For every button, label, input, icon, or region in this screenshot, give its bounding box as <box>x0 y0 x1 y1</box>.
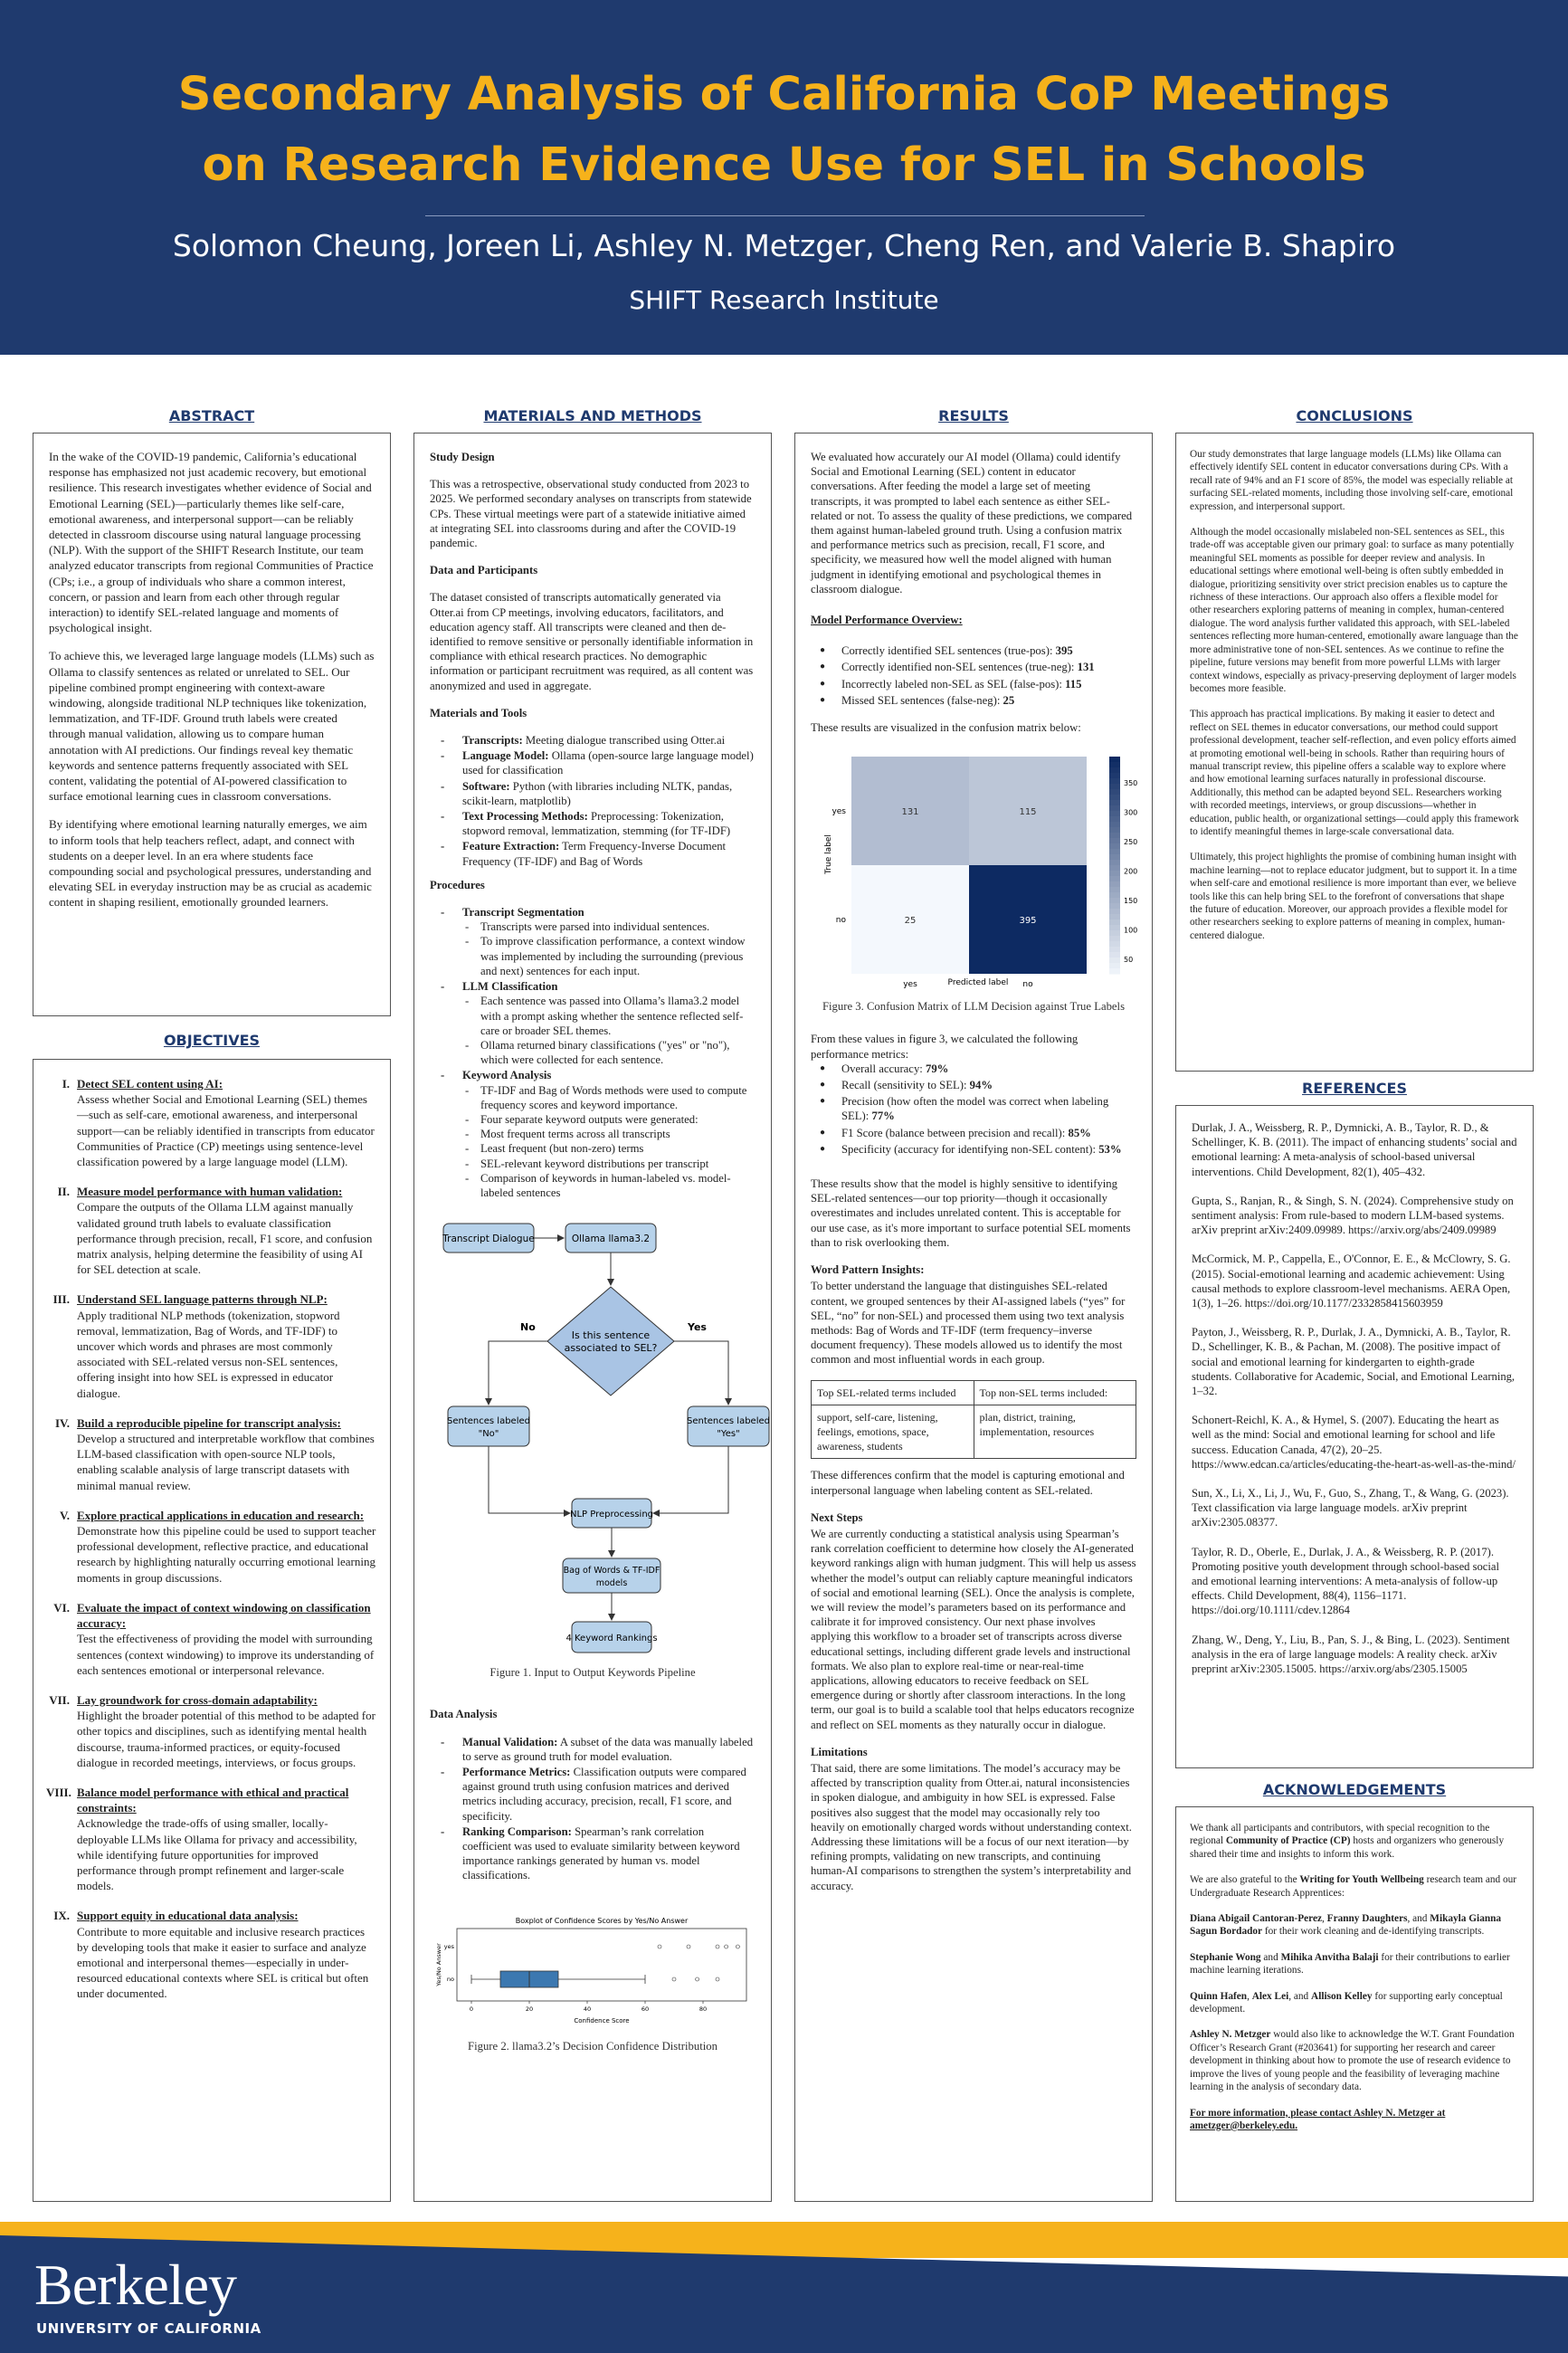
objective-text: Demonstrate how this pipeline could be used to support teacher professional development, reflective practice, and educational research by highlighting naturally occurring emotional learning moments in group discussions. <box>77 1524 376 1585</box>
cm-colorbar-segment <box>1109 784 1120 790</box>
cm-colorbar-segment <box>1109 952 1120 958</box>
cm-colorbar-tick: 150 <box>1124 897 1138 906</box>
list-item <box>430 1735 755 1764</box>
conclusions-p2: Although the model occasionally mislabeled non-SEL sentences as SEL, this trade-off was acceptable given our primary goal: to surface as many potentially meaningful SEL moments as possible for deeper review and analysis. In educational settings where emotional well-being is often subtly embedded in dialogue, prioritizing sensitivity over strict precision enables us to capture the richness of these interactions. Our approach also offers a flexible model for other researchers exploring patterns of meaning in complex, human-centered dialogue. The word analysis further validated this approach, with SEL-labeled sentences reflecting more human-centered, emotionally aware language than the more administrative tone of non-SEL sentences. As we continue to refine the pipeline, future versions may benefit from more powerful LLMs with larger context windows, especially as privacy-preserving deployment of larger models becomes more feasible. <box>1190 527 1518 694</box>
references-heading: REFERENCES <box>1302 1080 1407 1097</box>
objective-text: Apply traditional NLP methods (tokenization, stopword removal, lemmatization, Bag of Words, and TF-IDF) to uncover which words and phrases are most commonly associated with SEL-related versus non-SEL sentences, offering insight into how SEL is expressed in educator dialogue. <box>77 1308 340 1400</box>
acknowledgements-heading: ACKNOWLEDGEMENTS <box>1262 1781 1447 1798</box>
procedure-substep: - Most frequent terms across all transcripts <box>462 1127 755 1141</box>
cm-colorbar-tick: 100 <box>1124 926 1138 935</box>
metrics-intro: From these values in figure 3, we calculated the following performance metrics: <box>811 1033 1079 1061</box>
acknowledgements-box <box>1175 1806 1534 2202</box>
analysis-list <box>430 1735 755 1883</box>
cm-colorbar-segment <box>1109 827 1120 834</box>
objective-item <box>46 1291 377 1400</box>
title-line-1: Secondary Analysis of California CoP Meetings <box>177 68 1391 121</box>
keyword-table-cell-sel: support, self-care, listening, feelings, emotions, space, awareness, students <box>812 1405 974 1459</box>
cm-cell-value: 25 <box>904 916 917 927</box>
metric-value: 79% <box>925 1062 949 1075</box>
svg-text:4 Keyword Rankings: 4 Keyword Rankings <box>565 1634 658 1644</box>
procedure-substeps <box>462 994 755 1067</box>
list-item-text: Meeting dialogue transcribed using Otter.ai <box>522 734 726 748</box>
results-box <box>794 433 1153 2202</box>
cm-colorbar-segment <box>1109 909 1120 915</box>
boxplot-frame <box>457 1929 746 2001</box>
boxplot-x-tick: 60 <box>641 2005 650 2013</box>
boxplot-outlier <box>658 1945 661 1948</box>
cm-colorbar-segment <box>1109 919 1120 926</box>
objective-title: Measure model performance with human validation: <box>77 1185 343 1199</box>
boxplot-xlabel: Confidence Score <box>574 2016 630 2024</box>
boxplot-outlier <box>725 1945 728 1948</box>
next-steps-title: Next Steps <box>811 1510 863 1524</box>
objective-item <box>46 1600 377 1678</box>
svg-text:Bag of Words & TF-IDF: Bag of Words & TF-IDF <box>563 1566 660 1577</box>
cm-colorbar-segment <box>1109 795 1120 801</box>
conclusions-p4: Ultimately, this project highlights the promise of combining human insight with machine learning—not to replace educator judgment, but to support it. In a time when self-care and emotional resilience is more important than ever, we believe tools like this can help bring SEL to the forefront of conversations that shape the future of education. Moreover, our approach provides a flexible model for other researchers seeking to explore patterns of meaning in complex, human-centered dialogue. <box>1190 852 1517 941</box>
berkeley-logo-subtitle: UNIVERSITY OF CALIFORNIA <box>36 2320 261 2337</box>
references-box <box>1175 1105 1534 1768</box>
abstract-p1: In the wake of the COVID-19 pandemic, California’s educational response has emphasized not just academic recovery, but emotional resilience. This research investigates whether evidence of Social and Emotional Learning (SEL)—particularly themes like self-care, emotional awareness, and interpersonal support—can be reliably detected in classroom discourse using natural language processing (NLP). With the support of the SHIFT Research Institute, our team analyzed educator transcripts from regional Communities of Practice (CPs; i.e., a group of individuals who share a common interest, concern, or passion and learn from each other through regular interaction) to identify SEL-related language and moments of psychological insight. <box>49 450 374 635</box>
metric-item <box>811 1126 1136 1140</box>
svg-text:Sentences labeled: Sentences labeled <box>687 1416 770 1427</box>
metric-text: F1 Score (balance between precision and recall): <box>841 1126 1069 1139</box>
study-design-text: This was a retrospective, observational study conducted from 2023 to 2025. We performed secondary analyses on transcripts from statewide CPs. These virtual meetings were part of a statewide initiative aimed at integrating SEL into classrooms during and after the COVID-19 pandemic. <box>430 478 752 550</box>
objective-title: Evaluate the impact of context windowing on classification accuracy: <box>77 1600 371 1631</box>
cm-y-tick: no <box>835 916 846 926</box>
authors: Solomon Cheung, Joreen Li, Ashley N. Metzger, Cheng Ren, and Valerie B. Shapiro <box>172 228 1396 263</box>
cm-cell-value: 115 <box>1019 807 1037 818</box>
confidence-boxplot <box>430 1914 755 2032</box>
cm-xlabel: Predicted label <box>947 978 1009 988</box>
cm-colorbar-segment <box>1109 887 1120 893</box>
cm-y-tick: yes <box>832 807 846 817</box>
boxplot-outlier <box>696 1977 699 1981</box>
cm-colorbar-segment <box>1109 757 1120 763</box>
cm-colorbar-tick: 300 <box>1124 808 1138 817</box>
objective-text: Assess whether Social and Emotional Learning (SEL) themes—such as self-care, emotional awareness, and interpersonal support—can be reliably identified in transcripts from educator Communities of Practice (CP) meetings using sentence-level classification powered by a large language model (LLM). <box>77 1092 375 1169</box>
ack-p4: Stephanie Wong and Mihika Anvitha Balaji for their contributions to earlier machine learning iterations. <box>1190 1951 1510 1977</box>
cm-cell-value: 395 <box>1019 916 1037 927</box>
objectives-box <box>33 1059 391 2202</box>
boxplot-outlier <box>716 1945 719 1948</box>
cm-colorbar-segment <box>1109 914 1120 920</box>
cm-colorbar-segment <box>1109 854 1120 861</box>
list-item <box>430 779 755 808</box>
boxplot-ylabel: Yes/No Answer <box>435 1942 442 1986</box>
limitations-text: That said, there are some limitations. The model’s accuracy may be affected by transcription quality from Otter.ai, natural inconsistencies in spoken dialogue, and ambiguity in how SEL is expressed. False positives also suggest that the model may occasionally rely too heavily on emotionally charged words without understanding context. Addressing these limitations will be a focus of our next iteration—by refining prompts, validating on new transcripts, and continuing human-AI comparisons to strengthen the system’s interpretability and accuracy. <box>811 1761 1132 1892</box>
cm-colorbar-segment <box>1109 838 1120 844</box>
flow-llama-node <box>565 1224 656 1253</box>
reference-item: Durlak, J. A., Weissberg, R. P., Dymnicki, A. B., Taylor, R. D., & Schellinger, K. B. (2011). The impact of enhancing students’ social and emotional learning: A meta‐analysis of school‐based universal interventions. Child Development, 82(1), 405–432. <box>1192 1121 1517 1178</box>
boxplot-y-tick: yes <box>443 1942 454 1950</box>
figure-2-caption: Figure 2. llama3.2’s Decision Confidence Distribution <box>468 2039 717 2053</box>
list-item <box>430 1824 755 1883</box>
objective-text: Highlight the broader potential of this method to be adapted for other topics and disciplines, such as identifying mental health discourse, trauma-informed practices, or equity-focused dialogue in recorded meetings, interviews, or focus groups. <box>77 1709 375 1769</box>
svg-text:"No": "No" <box>478 1429 499 1440</box>
procedure-substep: - Transcripts were parsed into individual sentences. <box>462 919 755 934</box>
reference-item: Payton, J., Weissberg, R. P., Durlak, J. A., Dymnicki, A. B., Taylor, R. D., Schellinger, K. B., & Pachan, M. (2008). The positive impact of social and emotional learning for kindergarten to eighth-grade students. Collaborative for Academic, Social, and Emotional Learning, 1–32. <box>1192 1326 1516 1398</box>
list-item-text: Python (with libraries including NLTK, pandas, scikit-learn, matplotlib) <box>462 779 733 807</box>
list-item-text: A subset of the data was manually labeled to serve as ground truth for model evaluation. <box>462 1735 754 1763</box>
boxplot-x-tick: 80 <box>698 2005 708 2013</box>
cm-colorbar-segment <box>1109 767 1120 774</box>
flow-label-no-node <box>447 1406 530 1446</box>
conclusions-p3: This approach has practical implications. By making it easier to detect and reflect on SEL themes in educator conversations, our method could support professional development, teacher self-reflection, and even policy efforts aimed at promoting emotional well-being in schools. Rather than requiring hours of manual transcript review, this pipeline offers a scalable way to explore where and how emotional learning surfaces naturally in professional discourse. Additionally, this method can be adapted beyond SEL. Researchers working with recorded meetings, interviews, or group discussions—whether in education, public health, or organizational settings—could apply this framework to identify meaningful themes in large-scale conversational data. <box>1190 709 1519 837</box>
cm-colorbar-segment <box>1109 843 1120 850</box>
metric-text: Precision (how often the model was correct when labeling SEL): <box>841 1095 1109 1123</box>
metric-text: Recall (sensitivity to SEL): <box>841 1079 970 1092</box>
poster-title <box>0 60 1568 201</box>
svg-text:associated to SEL?: associated to SEL? <box>564 1342 658 1355</box>
list-item-text: Ollama (open-source large language model) used for classification <box>462 749 754 777</box>
overview-title: Model Performance Overview: <box>811 614 963 627</box>
cm-colorbar-segment <box>1109 936 1120 942</box>
cm-colorbar-segment <box>1109 968 1120 975</box>
objective-title: Balance model performance with ethical and practical constraints: <box>77 1785 349 1815</box>
list-item-label: Feature Extraction: <box>462 840 560 853</box>
conclusions-box <box>1175 433 1534 1072</box>
cm-ylabel: True label <box>824 834 833 875</box>
metrics-list <box>811 1062 1136 1157</box>
metric-value: 395 <box>1055 644 1073 658</box>
list-item-label: Manual Validation: <box>462 1735 558 1748</box>
list-item-label: Software: <box>462 779 510 793</box>
metric-value: 94% <box>969 1079 993 1092</box>
overview-list <box>811 643 1136 708</box>
objective-item <box>46 1415 377 1493</box>
objective-text: Acknowledge the trade-offs of using smaller, locally-deployable LLMs like Ollama for privacy and accessibility, while identifying future opportunities for improved performance through prompt refinement and larger-scale models. <box>77 1816 357 1893</box>
flow-arrow-merge-no <box>489 1446 570 1513</box>
keyword-table-header-nonsel: Top non-SEL terms included: <box>974 1380 1136 1405</box>
list-item-text: Classification outputs were compared against ground truth using confusion matrices and derived metrics including accuracy, precision, recall, F1 score, and specificity. <box>462 1765 746 1823</box>
title-divider <box>425 215 1145 216</box>
objective-title: Lay groundwork for cross-domain adaptability: <box>77 1692 318 1707</box>
abstract-heading: ABSTRACT <box>168 407 255 424</box>
boxplot-outlier <box>736 1945 739 1948</box>
cm-colorbar-segment <box>1109 822 1120 828</box>
ack-p1: We thank all participants and contributors, with special recognition to the regional Community of Practice (CP) hosts and organizers who generously shared their time and insights to inform this work. <box>1190 1823 1505 1860</box>
methods-box <box>413 433 772 2202</box>
keyword-table-header-sel: Top SEL-related terms included <box>812 1380 974 1405</box>
conclusions-heading: CONCLUSIONS <box>1296 407 1413 424</box>
objective-item <box>46 1908 377 2001</box>
objective-text: Contribute to more equitable and inclusive research practices by developing tools that make it easier to surface and analyze emotional and interpersonal themes—especially in under-resourced educational contexts where SEL is critical but often under documented. <box>77 1924 369 2001</box>
metric-value: 77% <box>871 1110 895 1123</box>
cm-colorbar-segment <box>1109 816 1120 823</box>
metric-item <box>811 1062 1136 1076</box>
results-heading: RESULTS <box>938 407 1009 424</box>
metric-item <box>811 1078 1136 1092</box>
metric-item <box>811 1142 1136 1157</box>
ack-p6: Ashley N. Metzger would also like to acknowledge the W.T. Grant Foundation Officer’s Research Grant (#203641) for supporting her research and career development in thinking about how to promote the use of research evidence to improve the lives of young people and the feasibility of leveraging machine learning in the analysis of secondary data. <box>1190 2029 1515 2093</box>
procedure-label: LLM Classification <box>462 980 558 994</box>
tools-title: Materials and Tools <box>430 706 527 719</box>
flow-yes-label: Yes <box>688 1321 707 1334</box>
flow-arrow-yes <box>674 1341 728 1405</box>
objective-number: VIII. <box>46 1785 71 1799</box>
metric-text: Overall accuracy: <box>841 1062 926 1075</box>
boxplot-x-tick: 20 <box>525 2005 534 2013</box>
objective-item <box>46 1785 377 1893</box>
abstract-p2: To achieve this, we leveraged large language models (LLMs) such as Ollama to classify sentences as related or unrelated to SEL. Our pipeline combined prompt engineering with context-aware windowing, alongside traditional NLP techniques like tokenization, lemmatization, and TF-IDF. Ground truth labels were created through manual validation, allowing us to compare human annotation with AI predictions. Our findings reveal key thematic keywords and sentence patterns frequently associated with SEL content, validating the potential of AI-powered classification to surface emotional learning cues in classroom conversations. <box>49 649 375 804</box>
cm-colorbar-segment <box>1109 778 1120 785</box>
objective-text: Develop a structured and interpretable workflow that combines LLM-based classification with open-source NLP tools, enabling scalable analysis of large transcript datasets with minimal manual review. <box>77 1432 375 1492</box>
cm-colorbar-tick: 200 <box>1124 867 1138 876</box>
svg-text:Ollama llama3.2: Ollama llama3.2 <box>571 1234 651 1245</box>
metric-text: Correctly identified non-SEL sentences (true-neg): <box>841 661 1078 674</box>
metrics-summary: These results show that the model is highly sensitive to identifying SEL-related sentences—our top priority—though it occasionally overestimates and includes unrelated content. This is acceptable for our use case, as it's more important to surface potential SEL moments than to risk overlooking them. <box>811 1177 1131 1249</box>
conclusions-p1: Our study demonstrates that large language models (LLMs) like Ollama can effectively identify SEL content in educator conversations during CPs. With a recall rate of 94% and an F1 score of 85%, the model was especially reliable at surfacing SEL-related moments, including those involving self-care, emotional expression, and interpersonal support. <box>1190 449 1514 512</box>
metric-item <box>811 643 1136 658</box>
metric-item <box>811 693 1136 708</box>
flow-transcript-node <box>442 1224 534 1253</box>
procedures-list <box>430 905 755 1200</box>
objective-number: V. <box>60 1508 70 1522</box>
cm-colorbar-segment <box>1109 860 1120 866</box>
procedure-label: Keyword Analysis <box>462 1069 552 1082</box>
boxplot-title: Boxplot of Confidence Scores by Yes/No Answer <box>515 1916 689 1925</box>
procedure-substep: - TF-IDF and Bag of Words methods were used to compute frequency scores and keyword importance. <box>462 1083 755 1112</box>
list-item-text: Spearman’s rank correlation coefficient was used to evaluate similarity between keyword importance rankings generated by human vs. model classifications. <box>462 1824 740 1882</box>
cm-colorbar-segment <box>1109 941 1120 948</box>
cm-colorbar-segment <box>1109 811 1120 817</box>
ack-p5: Quinn Hafen, Alex Lei, and Allison Kelley for supporting early conceptual development. <box>1190 1990 1503 2015</box>
cm-colorbar-segment <box>1109 805 1120 812</box>
word-pattern-summary: These differences confirm that the model is capturing emotional and interpersonal language when labeling content as SEL-related. <box>811 1469 1125 1497</box>
svg-text:"Yes": "Yes" <box>717 1429 740 1440</box>
analysis-title: Data Analysis <box>430 1708 498 1721</box>
objective-number: I. <box>62 1077 70 1091</box>
next-steps-text: We are currently conducting a statistical analysis using Spearman’s rank correlation coefficient to determine how closely the AI-generated keyword rankings align with human judgment. This will help us assess whether the model’s output can reliably capture meaningful indicators of social and emotional learning (SEL). Once the analysis is complete, we will review the model’s parameters based on its performance and calibrate it for improved consistency. Our next phase involves applying this workflow to a broader set of transcripts across diverse educational settings, including different grade levels and instructional formats. We also plan to explore real-time or near-real-time applications, allowing educators to receive feedback on SEL emergence during or shortly after classroom interactions. In the long term, our goal is to build a scalable tool that helps educators recognize and reflect on SEL moments as they naturally occur in dialogue. <box>811 1527 1136 1731</box>
ack-p2: We are also grateful to the Writing for Youth Wellbeing research team and our Undergraduate Research Apprentices: <box>1190 1874 1517 1899</box>
ack-contact: For more information, please contact Ashley N. Metzger at ametzger@berkeley.edu. <box>1190 2107 1446 2131</box>
objective-title: Understand SEL language patterns through NLP: <box>77 1292 328 1307</box>
list-item-label: Performance Metrics: <box>462 1765 571 1778</box>
objective-number: II. <box>57 1185 70 1199</box>
reference-item: Sun, X., Li, X., Li, J., Wu, F., Guo, S., Zhang, T., & Wang, G. (2023). Text classification via large language models. arXiv preprint arXiv:2305.08377. <box>1192 1487 1509 1529</box>
svg-text:models: models <box>595 1578 628 1589</box>
cm-x-tick: no <box>1022 980 1033 990</box>
reference-item: McCormick, M. P., Cappella, E., O'Connor, E. E., & McClowry, S. G. (2015). Social-emotional learning and academic achievement: Using causal methods to explore classroom-level mechanisms. AERA Open, 1(3), 1–26. https://doi.org/10.1177/2332858415603959 <box>1192 1253 1511 1310</box>
svg-text:Is this sentence: Is this sentence <box>571 1329 651 1342</box>
metric-value: 131 <box>1077 661 1095 674</box>
objective-title: Explore practical applications in education and research: <box>77 1508 365 1522</box>
metric-item <box>811 677 1136 691</box>
boxplot-y-tick: no <box>446 1975 454 1983</box>
cm-colorbar-segment <box>1109 773 1120 779</box>
keyword-table-cell-nonsel: plan, district, training, implementation, resources <box>974 1405 1136 1459</box>
cm-cell-value: 131 <box>901 807 919 818</box>
word-pattern-text: To better understand the language that distinguishes SEL-related content, we grouped sentences by their AI-assigned labels (“yes” for SEL, “no” for non-SEL) and processed them using two text analysis methods: Bag of Words and TF-IDF (term frequency–inverse document frequency). These models allowed us to identify the most common and most influential words in each group. <box>811 1280 1126 1367</box>
data-participants-title: Data and Participants <box>430 564 538 577</box>
cm-colorbar-segment <box>1109 892 1120 899</box>
list-item <box>430 733 755 748</box>
reference-item: Zhang, W., Deng, Y., Liu, B., Pan, S. J., & Bing, L. (2023). Sentiment analysis in the era of large language models: A reality check. arXiv preprint arXiv:2305.15005. https://arxiv.org/abs/2305.15005 <box>1192 1633 1510 1676</box>
study-design-title: Study Design <box>430 451 495 463</box>
cm-colorbar-segment <box>1109 957 1120 964</box>
flow-no-label: No <box>520 1321 536 1334</box>
objective-number: VI. <box>53 1600 70 1615</box>
objective-title: Support equity in educational data analysis: <box>77 1909 299 1923</box>
procedure-substeps <box>462 919 755 978</box>
cm-colorbar-segment <box>1109 762 1120 768</box>
procedure-item <box>430 979 755 1067</box>
reference-item: Taylor, R. D., Oberle, E., Durlak, J. A., & Weissberg, R. P. (2017). Promoting positive youth development through school-based social and emotional learning interventions: A meta-analysis of follow-up effects. Child Development, 88(4), 1156–1171. https://doi.org/10.1111/cdev.12864 <box>1192 1545 1499 1617</box>
boxplot-x-tick: 0 <box>469 2005 474 2013</box>
flow-bow-node <box>563 1558 660 1593</box>
metric-text: Specificity (accuracy for identifying non-SEL content): <box>841 1142 1099 1156</box>
svg-text:NLP Preprocessing: NLP Preprocessing <box>569 1510 654 1520</box>
flow-label-yes-node <box>687 1406 770 1446</box>
procedure-substep: - Each sentence was passed into Ollama’s llama3.2 model with a prompt asking whether the sentence reflected self-care or broader SEL themes. <box>462 994 755 1038</box>
tools-list <box>430 733 755 869</box>
cm-colorbar-tick: 350 <box>1124 779 1138 788</box>
list-item-text: Term Frequency-Inverse Document Frequency (TF-IDF) and Bag of Words <box>462 840 727 868</box>
boxplot-outlier <box>672 1977 676 1981</box>
metric-item <box>811 1094 1136 1123</box>
objective-item <box>46 1508 377 1586</box>
procedure-substeps <box>462 1083 755 1201</box>
flow-decision-node <box>547 1287 674 1396</box>
procedure-item <box>430 1068 755 1200</box>
cm-colorbar-segment <box>1109 865 1120 872</box>
list-item-label: Transcripts: <box>462 734 523 748</box>
metric-value: 25 <box>1003 693 1015 707</box>
metric-item <box>811 660 1136 674</box>
procedure-substep: - Ollama returned binary classifications ("yes" or "no"), which were collected for each sentence. <box>462 1038 755 1067</box>
cm-colorbar-segment <box>1109 876 1120 882</box>
objective-number: III. <box>52 1292 70 1307</box>
cm-colorbar-segment <box>1109 963 1120 969</box>
metric-value: 115 <box>1065 677 1082 691</box>
cm-colorbar-segment <box>1109 881 1120 888</box>
objective-item <box>46 1184 377 1277</box>
flow-arrow-no <box>489 1341 547 1405</box>
objective-title: Build a reproducible pipeline for transcript analysis: <box>77 1415 341 1430</box>
procedures-title: Procedures <box>430 878 485 891</box>
results-intro: We evaluated how accurately our AI model (Ollama) could identify Social and Emotional Learning (SEL) content in educator conversations. After feeding the model a large set of meeting transcripts, it was prompted to label each sentence as either SEL-related or not. To assess the quality of these predictions, we compared them against human-labeled ground truth. Using a confusion matrix and performance metrics such as precision, recall, F1 score, and specificity, we measured how well the model aligned with human judgment in identifying emotional and psychological themes in classroom dialogue. <box>811 451 1133 595</box>
cm-colorbar-segment <box>1109 833 1120 839</box>
pipeline-flowchart <box>430 1215 770 1658</box>
objectives-heading: OBJECTIVES <box>163 1032 261 1049</box>
procedure-substep: - To improve classification performance, a context window was implemented by including the surrounding (previous and next) sentences for each input. <box>462 934 755 978</box>
procedure-substep: - Four separate keyword outputs were generated: <box>462 1112 755 1127</box>
limitations-title: Limitations <box>811 1745 868 1758</box>
cm-colorbar-segment <box>1109 800 1120 806</box>
procedure-substep: - Comparison of keywords in human-labeled vs. model-labeled sentences <box>462 1171 755 1200</box>
procedure-substep: - Least frequent (but non-zero) terms <box>462 1141 755 1156</box>
word-pattern-title: Word Pattern Insights: <box>811 1263 925 1277</box>
procedure-label: Transcript Segmentation <box>462 906 584 919</box>
list-item-label: Ranking Comparison: <box>462 1824 572 1838</box>
metric-value: 85% <box>1068 1126 1091 1139</box>
list-item <box>430 809 755 838</box>
title-line-2: on Research Evidence Use for SEL in Schools <box>202 138 1366 192</box>
procedure-item <box>430 905 755 978</box>
objective-item <box>46 1076 377 1169</box>
metric-value: 53% <box>1098 1142 1122 1156</box>
boxplot-x-tick: 40 <box>583 2005 592 2013</box>
list-item-label: Language Model: <box>462 749 549 763</box>
ack-p3: Diana Abigail Cantoran-Perez, Franny Daughters, and Mikayla Gianna Sagun Bordador for their work cleaning and de-identifying transcripts. <box>1190 1913 1502 1938</box>
berkeley-logo: Berkeley <box>34 2253 236 2317</box>
abstract-box <box>33 433 391 1016</box>
cm-colorbar-segment <box>1109 849 1120 855</box>
cm-colorbar-tick: 250 <box>1124 838 1138 847</box>
data-participants-text: The dataset consisted of transcripts automatically generated via Otter.ai from CP meetings, involving educators, facilitators, and education agency staff. All transcripts were cleaned and then de-identified to remove sensitive or personally identifiable information in compliance with ethical research practices. No demographic information or participant recruitment was required, as all content was anonymized and used in aggregate. <box>430 591 754 692</box>
objective-item <box>46 1692 377 1770</box>
objective-number: IX. <box>53 1909 70 1923</box>
cm-colorbar-tick: 50 <box>1124 956 1134 965</box>
flow-nlp-node <box>570 1499 653 1528</box>
cm-x-tick: yes <box>903 980 917 990</box>
objective-title: Detect SEL content using AI: <box>77 1077 223 1091</box>
figure-1-caption: Figure 1. Input to Output Keywords Pipeline <box>489 1666 696 1680</box>
objective-number: VII. <box>49 1692 70 1707</box>
procedure-substep: - SEL-relevant keyword distributions per transcript <box>462 1157 755 1171</box>
svg-text:Transcript Dialogue: Transcript Dialogue <box>442 1234 535 1245</box>
cm-colorbar-segment <box>1109 947 1120 953</box>
metric-text: Correctly identified SEL sentences (true-pos): <box>841 644 1056 658</box>
methods-heading: MATERIALS AND METHODS <box>483 407 702 424</box>
cm-colorbar-segment <box>1109 871 1120 877</box>
metric-text: Incorrectly labeled non-SEL as SEL (false-pos): <box>841 677 1066 691</box>
abstract-p3: By identifying where emotional learning naturally emerges, we aim to inform tools that help teachers reflect, adapt, and connect with students on a deeper level. In an era where students face compounding social and psychological pressures, understanding and elevating SEL in everyday instruction may be as crucial as academic content in shaping resilient, emotionally grounded learners. <box>49 817 372 910</box>
list-item <box>430 839 755 868</box>
list-item-text: Preprocessing: Tokenization, stopword removal, lemmatization, stemming (for TF-IDF) <box>462 810 731 838</box>
cm-colorbar-segment <box>1109 789 1120 795</box>
flow-rank-node <box>565 1622 657 1653</box>
objective-text: Test the effectiveness of providing the model with surrounding sentences (context windowing) to improve its understanding of each sentences emotional or interpersonal relevance. <box>77 1632 375 1677</box>
boxplot-outlier <box>687 1945 690 1948</box>
cm-colorbar-segment <box>1109 925 1120 931</box>
institute: SHIFT Research Institute <box>629 285 939 315</box>
objective-text: Compare the outputs of the Ollama LLM against manually validated ground truth labels to evaluate classification performance through precision, recall, F1 score, and confusion matrix analysis, helping determine the feasibility of using AI for SEL detection at scale. <box>77 1200 373 1277</box>
svg-text:Sentences labeled: Sentences labeled <box>447 1416 530 1427</box>
cm-intro: These results are visualized in the confusion matrix below: <box>811 721 1081 735</box>
reference-item: Schonert-Reichl, K. A., & Hymel, S. (2007). Educating the heart as well as the mind: Social and emotional learning for school and life success. Education Canada, 47(2), 20–25. https://www.edcan.ca/articles/educating-the-heart-as-well-as-the-mind/ <box>1192 1414 1516 1471</box>
list-item-label: Text Processing Methods: <box>462 810 588 824</box>
confusion-matrix <box>811 748 1136 992</box>
list-item <box>430 1765 755 1824</box>
keyword-table <box>811 1380 1136 1460</box>
cm-colorbar-segment <box>1109 903 1120 910</box>
flow-arrow-merge-yes <box>653 1446 728 1513</box>
objective-number: IV. <box>54 1415 70 1430</box>
figure-3-caption: Figure 3. Confusion Matrix of LLM Decision against True Labels <box>822 1000 1126 1014</box>
list-item <box>430 748 755 777</box>
cm-colorbar-segment <box>1109 898 1120 904</box>
boxplot-outlier <box>716 1977 719 1981</box>
cm-colorbar-segment <box>1109 930 1120 937</box>
metric-text: Missed SEL sentences (false-neg): <box>841 693 1003 707</box>
reference-item: Gupta, S., Ranjan, R., & Singh, S. N. (2024). Comprehensive study on sentiment analysis: From rule-based to modern LLM-based systems. arXiv preprint arXiv:2409.09989. https://arxiv.org/abs/2409.09989 <box>1192 1194 1514 1237</box>
